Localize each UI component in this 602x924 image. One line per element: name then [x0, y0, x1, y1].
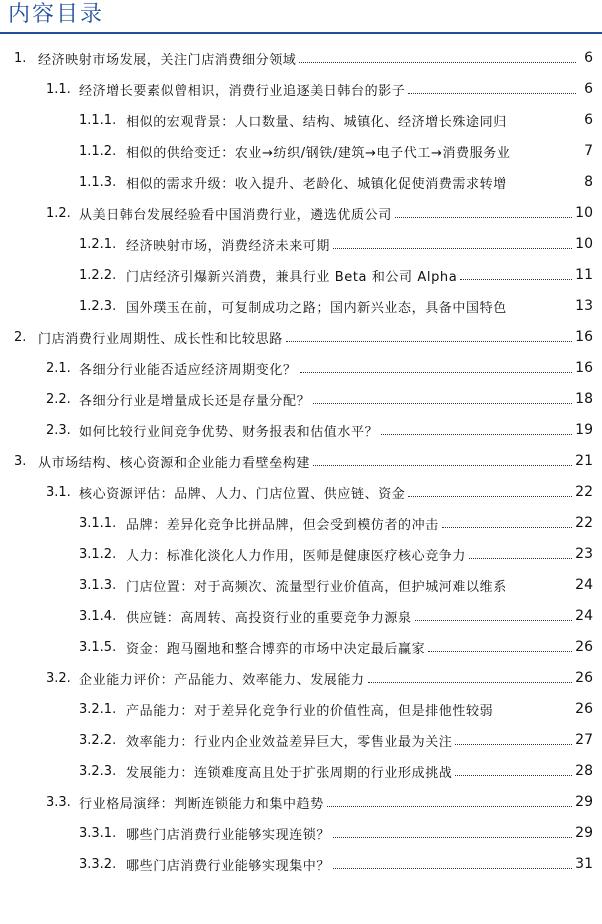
- entry-page: 8: [584, 174, 593, 190]
- entry-number: 3.2.3.: [79, 763, 117, 779]
- toc-entry[interactable]: [79, 601, 593, 631]
- entry-number: 3.2.: [46, 670, 71, 686]
- entry-number: 1.2.: [46, 205, 71, 221]
- toc-entry[interactable]: [79, 229, 593, 259]
- toc-entry[interactable]: [79, 539, 593, 569]
- dot-leader: [395, 217, 572, 218]
- dot-leader: [327, 806, 572, 807]
- entry-title: 哪些门店消费行业能够实现连锁？: [126, 827, 331, 843]
- dot-leader: [286, 341, 572, 342]
- dot-leader: [368, 682, 573, 683]
- entry-page: 11: [575, 267, 593, 283]
- entry-page: 10: [575, 236, 593, 252]
- entry-page: 27: [575, 732, 593, 748]
- entry-page: 22: [575, 515, 593, 531]
- title-divider: [0, 32, 602, 34]
- entry-number: 1.1.3.: [79, 174, 117, 190]
- entry-title: 哪些门店消费行业能够实现集中？: [126, 858, 331, 874]
- dot-leader: [300, 372, 573, 373]
- entry-number: 1.2.1.: [79, 236, 117, 252]
- entry-number: 3.1.4.: [79, 608, 117, 624]
- dot-leader: [381, 434, 572, 435]
- entry-page: 6: [584, 112, 593, 128]
- entry-number: 3.1.1.: [79, 515, 117, 531]
- entry-page: 13: [575, 298, 593, 314]
- entry-page: 21: [575, 453, 593, 469]
- toc-entry[interactable]: [46, 663, 593, 693]
- entry-number: 1.2.2.: [79, 267, 117, 283]
- dot-leader: [333, 837, 572, 838]
- entry-number: 1.1.1.: [79, 112, 117, 128]
- entry-title: 企业能力评价：产品能力、效率能力、发展能力: [79, 672, 365, 688]
- entry-number: 3.2.1.: [79, 701, 117, 717]
- entry-number: 2.1.: [46, 360, 71, 376]
- dot-leader: [313, 403, 572, 404]
- dot-leader: [455, 744, 572, 745]
- entry-number: 1.1.: [46, 81, 71, 97]
- entry-page: 7: [584, 143, 593, 159]
- toc-entry[interactable]: [79, 260, 593, 290]
- entry-page: 31: [575, 856, 593, 872]
- toc-entry[interactable]: [79, 694, 593, 724]
- toc-entry[interactable]: [79, 167, 593, 197]
- toc-entry[interactable]: [46, 415, 593, 445]
- entry-title: 发展能力：连锁难度高且处于扩张周期的行业形成挑战: [126, 765, 453, 781]
- toc-entry[interactable]: [79, 136, 593, 166]
- entry-title: 相似的需求升级：收入提升、老龄化、城镇化促使消费需求转增: [126, 176, 507, 192]
- entry-page: 18: [575, 391, 593, 407]
- entry-page: 26: [575, 639, 593, 655]
- entry-number: 1.2.3.: [79, 298, 117, 314]
- entry-number: 2.2.: [46, 391, 71, 407]
- entry-title: 门店位置：对于高频次、流量型行业价值高，但护城河难以维系: [126, 579, 507, 595]
- toc-title: 内容目录: [8, 2, 105, 27]
- entry-title: 经济增长要素似曾相识，消费行业追逐美日韩台的影子: [79, 83, 406, 99]
- toc-entry[interactable]: [79, 291, 593, 321]
- entry-page: 29: [575, 825, 593, 841]
- entry-title: 相似的宏观背景：人口数量、结构、城镇化、经济增长殊途同归: [126, 114, 507, 130]
- entry-title: 各细分行业是增量成长还是存量分配？: [79, 393, 311, 409]
- dot-leader: [333, 868, 572, 869]
- toc-entry[interactable]: [79, 818, 593, 848]
- entry-number: 3.1.: [46, 484, 71, 500]
- entry-page: 19: [575, 422, 593, 438]
- dot-leader: [415, 620, 573, 621]
- entry-title: 门店经济引爆新兴消费，兼具行业 Beta 和公司 Alpha: [126, 269, 458, 285]
- dot-leader: [333, 248, 572, 249]
- entry-title: 产品能力：对于差异化竞争行业的价值性高，但是排他性较弱: [126, 703, 494, 719]
- entry-title: 各细分行业能否适应经济周期变化？: [79, 362, 297, 378]
- entry-number: 3.1.5.: [79, 639, 117, 655]
- entry-number: 1.: [14, 50, 27, 66]
- entry-title: 经济映射市场发展，关注门店消费细分领域: [38, 52, 297, 68]
- entry-page: 23: [575, 546, 593, 562]
- entry-title: 人力：标准化淡化人力作用，医师是健康医疗核心竞争力: [126, 548, 467, 564]
- entry-title: 核心资源评估：品牌、人力、门店位置、供应链、资金: [79, 486, 406, 502]
- entry-page: 28: [575, 763, 593, 779]
- entry-title: 效率能力：行业内企业效益差异巨大，零售业最为关注: [126, 734, 453, 750]
- dot-leader: [442, 527, 572, 528]
- entry-page: 16: [575, 360, 593, 376]
- dot-leader: [460, 279, 572, 280]
- dot-leader: [469, 558, 572, 559]
- entry-number: 3.2.2.: [79, 732, 117, 748]
- entry-number: 1.1.2.: [79, 143, 117, 159]
- entry-number: 3.3.: [46, 794, 71, 810]
- entry-number: 3.: [14, 453, 27, 469]
- toc-entry[interactable]: [46, 198, 593, 228]
- entry-page: 16: [575, 329, 593, 345]
- toc-entry[interactable]: [79, 725, 593, 755]
- entry-number: 2.3.: [46, 422, 71, 438]
- entry-title: 供应链：高周转、高投资行业的重要竞争力源泉: [126, 610, 412, 626]
- toc-entry[interactable]: [46, 74, 593, 104]
- entry-title: 国外璞玉在前，可复制成功之路；国内新兴业态，具备中国特色: [126, 300, 507, 316]
- entry-title: 从美日韩台发展经验看中国消费行业，遴选优质公司: [79, 207, 392, 223]
- dot-leader: [408, 496, 572, 497]
- toc-entry[interactable]: [79, 849, 593, 879]
- entry-page: 6: [584, 81, 593, 97]
- toc-entry[interactable]: [14, 322, 593, 352]
- entry-page: 24: [575, 608, 593, 624]
- dot-leader: [299, 62, 576, 63]
- entry-page: 29: [575, 794, 593, 810]
- entry-page: 26: [575, 701, 593, 717]
- entry-page: 10: [575, 205, 593, 221]
- entry-number: 3.3.1.: [79, 825, 117, 841]
- toc-entry[interactable]: [46, 477, 593, 507]
- entry-title: 从市场结构、核心资源和企业能力看壁垒构建: [38, 455, 311, 471]
- entry-title: 如何比较行业间竞争优势、财务报表和估值水平？: [79, 424, 379, 440]
- dot-leader: [455, 775, 572, 776]
- entry-title: 行业格局演绎：判断连锁能力和集中趋势: [79, 796, 324, 812]
- toc-entry[interactable]: [79, 508, 593, 538]
- entry-title: 资金：跑马圈地和整合博弈的市场中决定最后赢家: [126, 641, 426, 657]
- entry-title: 门店消费行业周期性、成长性和比较思路: [38, 331, 283, 347]
- entry-title: 品牌：差异化竞争比拼品牌，但会受到模仿者的冲击: [126, 517, 439, 533]
- toc-entry[interactable]: [46, 384, 593, 414]
- dot-leader: [313, 465, 572, 466]
- entry-number: 3.3.2.: [79, 856, 117, 872]
- entry-page: 26: [575, 670, 593, 686]
- entry-title: 相似的供给变迁：农业→纺织/钢铁/建筑→电子代工→消费服务业: [126, 145, 511, 161]
- toc-entry[interactable]: [79, 756, 593, 786]
- entry-page: 6: [584, 50, 593, 66]
- dot-leader: [408, 93, 576, 94]
- toc-entry[interactable]: [46, 787, 593, 817]
- toc-entry[interactable]: [79, 570, 593, 600]
- dot-leader: [428, 651, 572, 652]
- toc-entry[interactable]: [79, 105, 593, 135]
- entry-page: 22: [575, 484, 593, 500]
- toc-entry[interactable]: [79, 632, 593, 662]
- toc-entry[interactable]: [14, 446, 593, 476]
- entry-number: 3.1.2.: [79, 546, 117, 562]
- entry-number: 2.: [14, 329, 27, 345]
- toc-entry[interactable]: [14, 43, 593, 73]
- entry-title: 经济映射市场，消费经济未来可期: [126, 238, 331, 254]
- toc-entry[interactable]: [46, 353, 593, 383]
- entry-number: 3.1.3.: [79, 577, 117, 593]
- entry-page: 24: [575, 577, 593, 593]
